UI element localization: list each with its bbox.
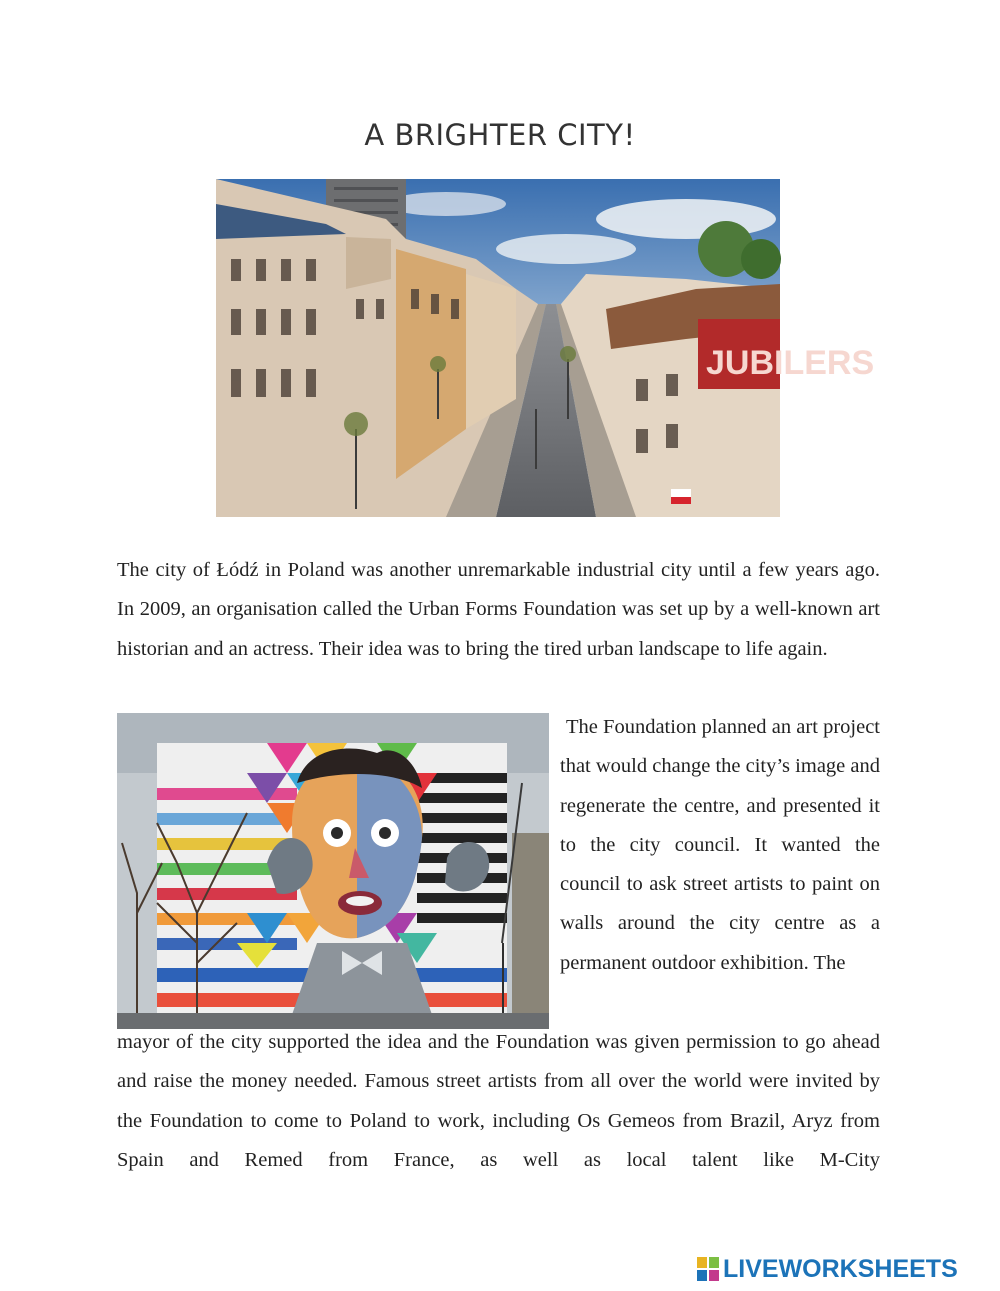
logo-blocks-icon (697, 1257, 719, 1281)
city-street-illustration (216, 179, 875, 517)
logo-text: LIVEWORKSHEETS (723, 1254, 958, 1283)
mural-illustration (117, 713, 549, 1029)
logo-block-green (709, 1257, 719, 1268)
page-title: A BRIGHTER CITY! (364, 118, 636, 152)
liveworksheets-logo (697, 1255, 958, 1283)
shop-sign-text: JUBILERS (706, 344, 875, 382)
mural-photo (117, 713, 549, 1029)
intro-paragraph: The city of Łódź in Poland was another unremarkable industrial city until a few years ago. In 2009, an organisation called the Urban Forms Foundation was set up by a well-known art historian and an actress. Their idea was to bring the tired urban landscape to life again. (117, 559, 880, 660)
logo-block-blue (697, 1270, 707, 1281)
city-street-photo (216, 179, 875, 517)
logo-block-pink (709, 1270, 719, 1281)
foundation-paragraph: The Foundation planned an art project that would change the city’s image and regenerate the centre, and presented it to the city council. It wanted the council to ask street artists to paint on walls around the city centre as a permanent outdoor exhibition. The (560, 716, 880, 974)
artists-paragraph: mayor of the city supported the idea and the Foundation was given permission to go ahead and raise the money needed. Famous street artists from all over the world were invited by the Foundation to come to Poland to work, including Os Gemeos from Brazil, Aryz from Spain and Remed from France, as well as local talent like M-City (117, 1031, 880, 1171)
logo-block-yellow (697, 1257, 707, 1268)
